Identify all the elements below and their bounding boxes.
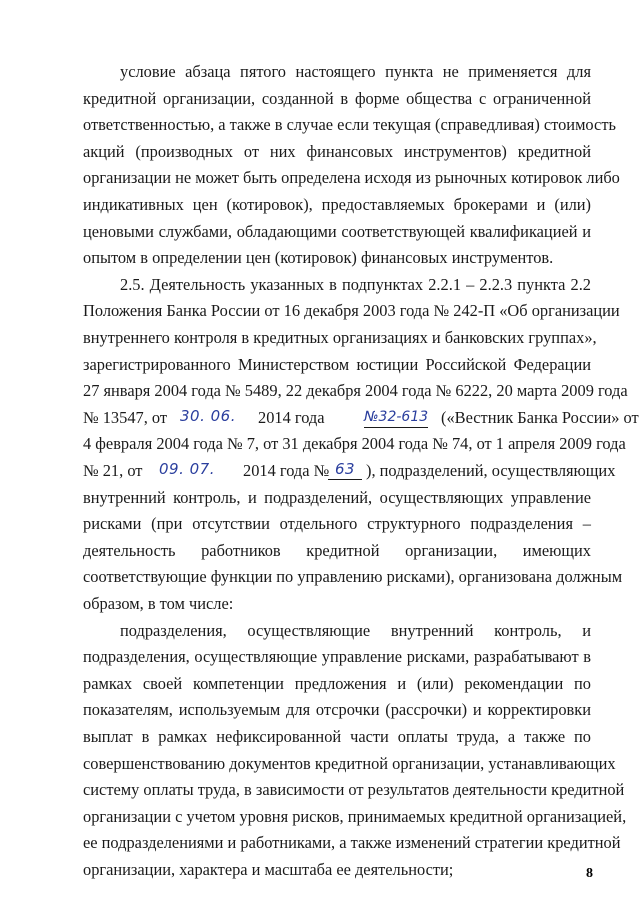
text-line: совершенствованию документов кредитной организации, устанавливающих bbox=[83, 753, 616, 773]
text-line: акций (производных от них финансовых инструментов) кредитной bbox=[83, 141, 591, 161]
text-line: опытом в определении цен (котировок) финансовых инструментов. bbox=[83, 248, 554, 268]
text-line: рамках своей компетенции предложения и (или) рекомендации по bbox=[83, 673, 591, 693]
text-line: кредитной организации, созданной в форме общества с ограниченной bbox=[83, 88, 591, 108]
text-line-with-fillins bbox=[83, 460, 616, 481]
text-line: ответственностью, а также в случае если текущая (справедливая) стоимость bbox=[83, 115, 616, 135]
text-line: подразделения, осуществляющие управление рисками, разрабатывают в bbox=[83, 647, 591, 667]
text-line: ее подразделениями и работниками, а также изменений стратегии кредитной bbox=[83, 833, 621, 853]
text-fragment: № 13547, от bbox=[83, 407, 168, 427]
text-line: 2.5. Деятельность указанных в подпунктах 2.2.1 – 2.2.3 пункта 2.2 bbox=[120, 274, 591, 294]
text-line: выплат в рамках нефиксированной части оплаты труда, а также по bbox=[83, 727, 591, 746]
text-line: показателям, используемым для отсрочки (рассрочки) и корректировки bbox=[83, 700, 591, 720]
text-line: систему оплаты труда, в зависимости от результатов деятельности кредитной bbox=[83, 780, 625, 800]
text-line: организации не может быть определена исходя из рыночных котировок либо bbox=[83, 168, 620, 188]
text-fragment: («Вестник Банка России» от bbox=[441, 407, 639, 427]
text-fragment: 2014 года № bbox=[243, 461, 330, 480]
text-fragment: ), подразделений, осуществляющих bbox=[366, 461, 616, 480]
text-line: зарегистрированного Министерством юстиции Российской Федерации bbox=[83, 354, 591, 374]
text-fragment: 2014 года bbox=[258, 407, 325, 427]
text-line: условие абзаца пятого настоящего пункта не применяется для bbox=[120, 62, 591, 81]
text-line: 27 января 2004 года № 5489, 22 декабря 2004 года № 6222, 20 марта 2009 года bbox=[83, 381, 628, 401]
page-number: 8 bbox=[586, 866, 593, 881]
text-line: организации, характера и масштаба ее деятельности; bbox=[83, 860, 454, 879]
text-line: соответствующие функции по управлению рисками), организована должным bbox=[83, 567, 623, 587]
text-line: индикативных цен (котировок), предоставляемых брокерами и (или) bbox=[83, 195, 591, 214]
text-line: ценовыми службами, обладающими соответствующей квалификацией и bbox=[83, 221, 591, 241]
text-line: организации с учетом уровня рисков, принимаемых кредитной организацией, bbox=[83, 806, 627, 826]
handwritten-number: 63 bbox=[328, 459, 362, 480]
handwritten-date: 30. 06. bbox=[180, 406, 236, 425]
text-line: внутренний контроль, и подразделений, осуществляющих управление bbox=[83, 487, 591, 507]
text-line: образом, в том числе: bbox=[83, 594, 234, 613]
text-line: деятельность работников кредитной организации, имеющих bbox=[83, 540, 591, 560]
text-line: внутреннего контроля в кредитных организациях и банковских группах», bbox=[83, 328, 597, 347]
text-fragment: № 21, от bbox=[83, 461, 143, 480]
handwritten-date: 09. 07. bbox=[159, 460, 215, 478]
text-line: рисками (при отсутствии отдельного структурного подразделения – bbox=[83, 514, 591, 534]
registry-number: №32-613 bbox=[364, 406, 428, 428]
text-line-with-fillins bbox=[83, 406, 639, 428]
text-line: Положения Банка России от 16 декабря 2003 года № 242-П «Об организации bbox=[83, 301, 620, 321]
text-line: 4 февраля 2004 года № 7, от 31 декабря 2004 года № 74, от 1 апреля 2009 года bbox=[83, 434, 626, 454]
text-line: подразделения, осуществляющие внутренний контроль, и bbox=[120, 620, 591, 640]
